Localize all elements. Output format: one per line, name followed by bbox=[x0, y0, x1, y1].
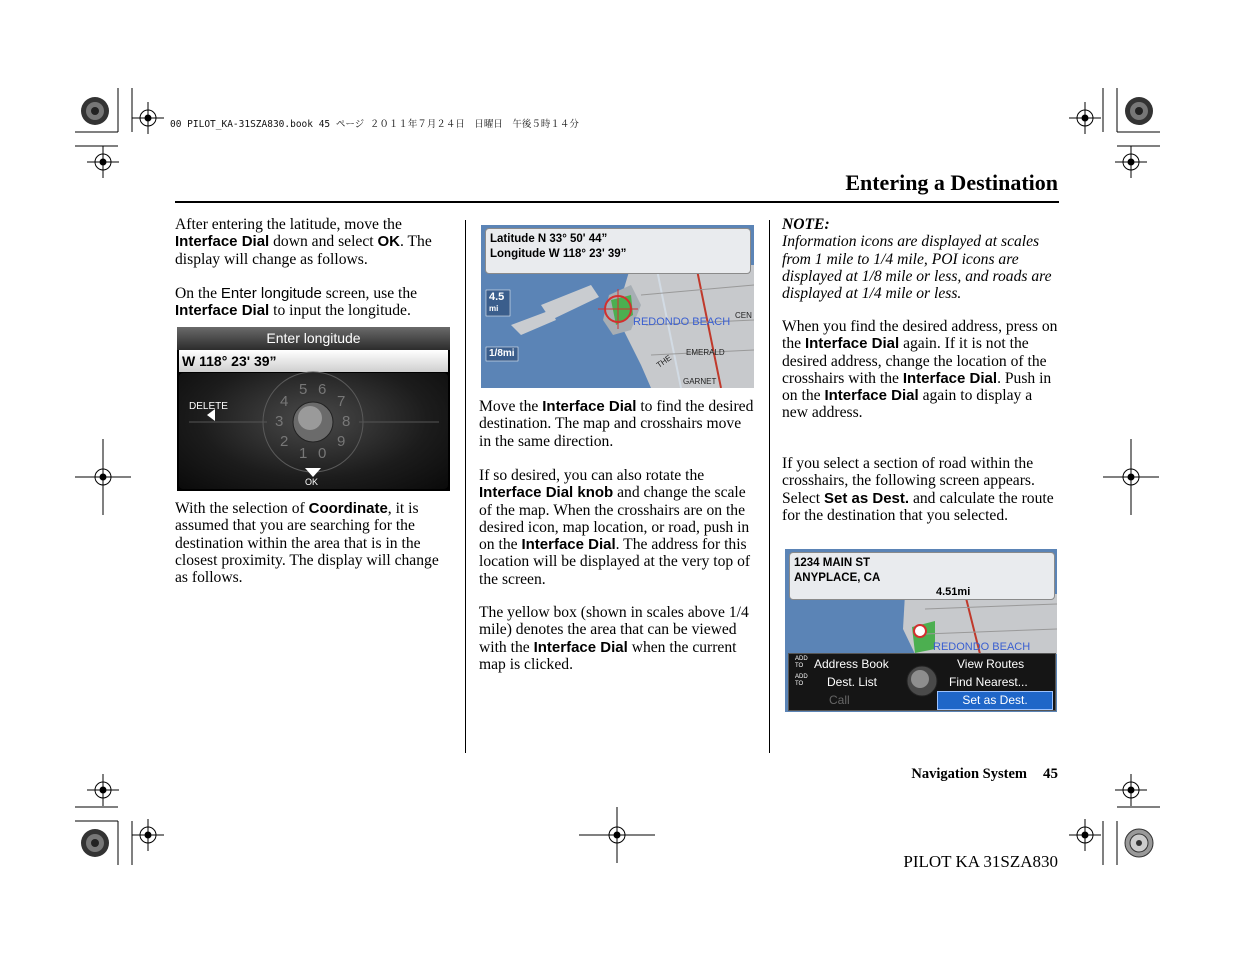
street-label: EMERALD bbox=[686, 348, 725, 357]
address-book-button[interactable]: Address Book bbox=[814, 657, 889, 671]
longitude-text: Longitude W 118° 23' 39” bbox=[490, 248, 627, 260]
digit[interactable]: 0 bbox=[318, 445, 327, 462]
paragraph: The yellow box (shown in scales above 1/4 mile) denotes the area that can be viewed with the Interface Dial when the current map is clicked. bbox=[479, 604, 749, 673]
column-divider bbox=[465, 220, 466, 753]
street-label: THE bbox=[654, 353, 674, 370]
digit[interactable]: 3 bbox=[275, 413, 284, 430]
street-label: CEN bbox=[735, 311, 752, 320]
page-number: 45 bbox=[1043, 766, 1058, 782]
model-code: PILOT KA 31SZA830 bbox=[903, 852, 1058, 871]
map-screen-coordinates bbox=[481, 225, 754, 388]
digit[interactable]: 8 bbox=[342, 413, 351, 430]
digit[interactable]: 2 bbox=[280, 433, 289, 450]
digit[interactable]: 1 bbox=[299, 445, 308, 462]
longitude-value: W 118° 23' 39” bbox=[179, 350, 448, 372]
paragraph: With the selection of Coordinate, it is assumed that you are searching for the destination within the area that is in the closest proximity. The display will change as follows. bbox=[175, 500, 439, 587]
note bbox=[782, 216, 1060, 302]
note-title: NOTE: bbox=[782, 216, 830, 233]
latitude-text: Latitude N 33° 50' 44” bbox=[490, 233, 608, 245]
place-label: REDONDO BEACH bbox=[633, 316, 731, 328]
address-info-box bbox=[789, 552, 1055, 600]
page-title: Entering a Destination bbox=[845, 170, 1058, 195]
digit[interactable]: 4 bbox=[280, 393, 289, 410]
section-name: Navigation System bbox=[911, 766, 1027, 782]
digit-ring bbox=[177, 327, 450, 491]
screen-title: Enter longitude bbox=[177, 327, 450, 350]
coordinate-info-box bbox=[485, 228, 751, 274]
place-label: REDONDO BEACH bbox=[933, 641, 1031, 653]
address-line: ANYPLACE, CA bbox=[794, 572, 881, 584]
interface-dial-icon[interactable] bbox=[905, 664, 939, 698]
ok-label[interactable]: OK bbox=[305, 477, 319, 487]
view-routes-button[interactable]: View Routes bbox=[957, 657, 1025, 671]
destination-menu bbox=[788, 653, 1056, 711]
paragraph: If you select a section of road within the crosshairs, the following screen appears. Select Set as Dest. and calculate the route for the destination that you selected. bbox=[782, 455, 1054, 524]
title-rule bbox=[175, 201, 1059, 203]
address-line: 1234 MAIN ST bbox=[794, 557, 871, 569]
paragraph: After entering the latitude, move the Interface Dial down and select OK. The display will change as follows. bbox=[175, 216, 432, 268]
note-body: Information icons are displayed at scales from 1 mile to 1/4 mile, POI icons are displayed at 1/8 mile or less, and roads are displayed at 1/4 mile or less. bbox=[782, 233, 1052, 303]
column-divider bbox=[769, 220, 770, 753]
call-button[interactable]: Call bbox=[829, 693, 850, 707]
find-nearest-button[interactable]: Find Nearest... bbox=[949, 675, 1028, 689]
distance-text: 4.51mi bbox=[936, 586, 971, 598]
digit[interactable]: 9 bbox=[337, 433, 346, 450]
digit[interactable]: 5 bbox=[299, 381, 308, 398]
distance-indicator: 4.5 mi bbox=[489, 291, 505, 313]
paragraph: If so desired, you can also rotate the Interface Dial knob and change the scale of the map. When the crosshairs are on the desired icon, map location, or road, push in on the Interface Dial. The address for this location will be displayed at the very top of the screen. bbox=[479, 467, 751, 588]
map-scale[interactable]: 1/8mi bbox=[489, 348, 515, 359]
add-to-icon: ADD TO bbox=[795, 674, 808, 687]
print-metadata: 00 PILOT_KA-31SZA830.book 45 ページ ２０１１年７月２４日 日曜日 午後５時１４分 bbox=[170, 119, 579, 130]
dest-list-button[interactable]: Dest. List bbox=[827, 675, 878, 689]
digit[interactable]: 7 bbox=[337, 393, 346, 410]
digit[interactable]: 6 bbox=[318, 381, 327, 398]
destination-pin-icon bbox=[914, 625, 926, 637]
paragraph: On the Enter longitude screen, use the Interface Dial to input the longitude. bbox=[175, 285, 418, 320]
add-to-icon: ADD TO bbox=[795, 656, 808, 669]
delete-label[interactable]: DELETE bbox=[189, 401, 228, 412]
map-screen-address bbox=[785, 549, 1057, 712]
street-label: GARNET bbox=[683, 377, 717, 386]
page-footer bbox=[911, 766, 1058, 783]
enter-longitude-screen bbox=[177, 327, 450, 491]
paragraph: When you find the desired address, press on the Interface Dial again. If it is not the desired address, change the location of the crosshairs with the Interface Dial. Push in on the Interface Dial again to display a new address. bbox=[782, 318, 1058, 422]
paragraph: Move the Interface Dial to find the desired destination. The map and crosshairs move in the same direction. bbox=[479, 398, 754, 450]
set-as-dest-button[interactable]: Set as Dest. bbox=[937, 691, 1053, 710]
